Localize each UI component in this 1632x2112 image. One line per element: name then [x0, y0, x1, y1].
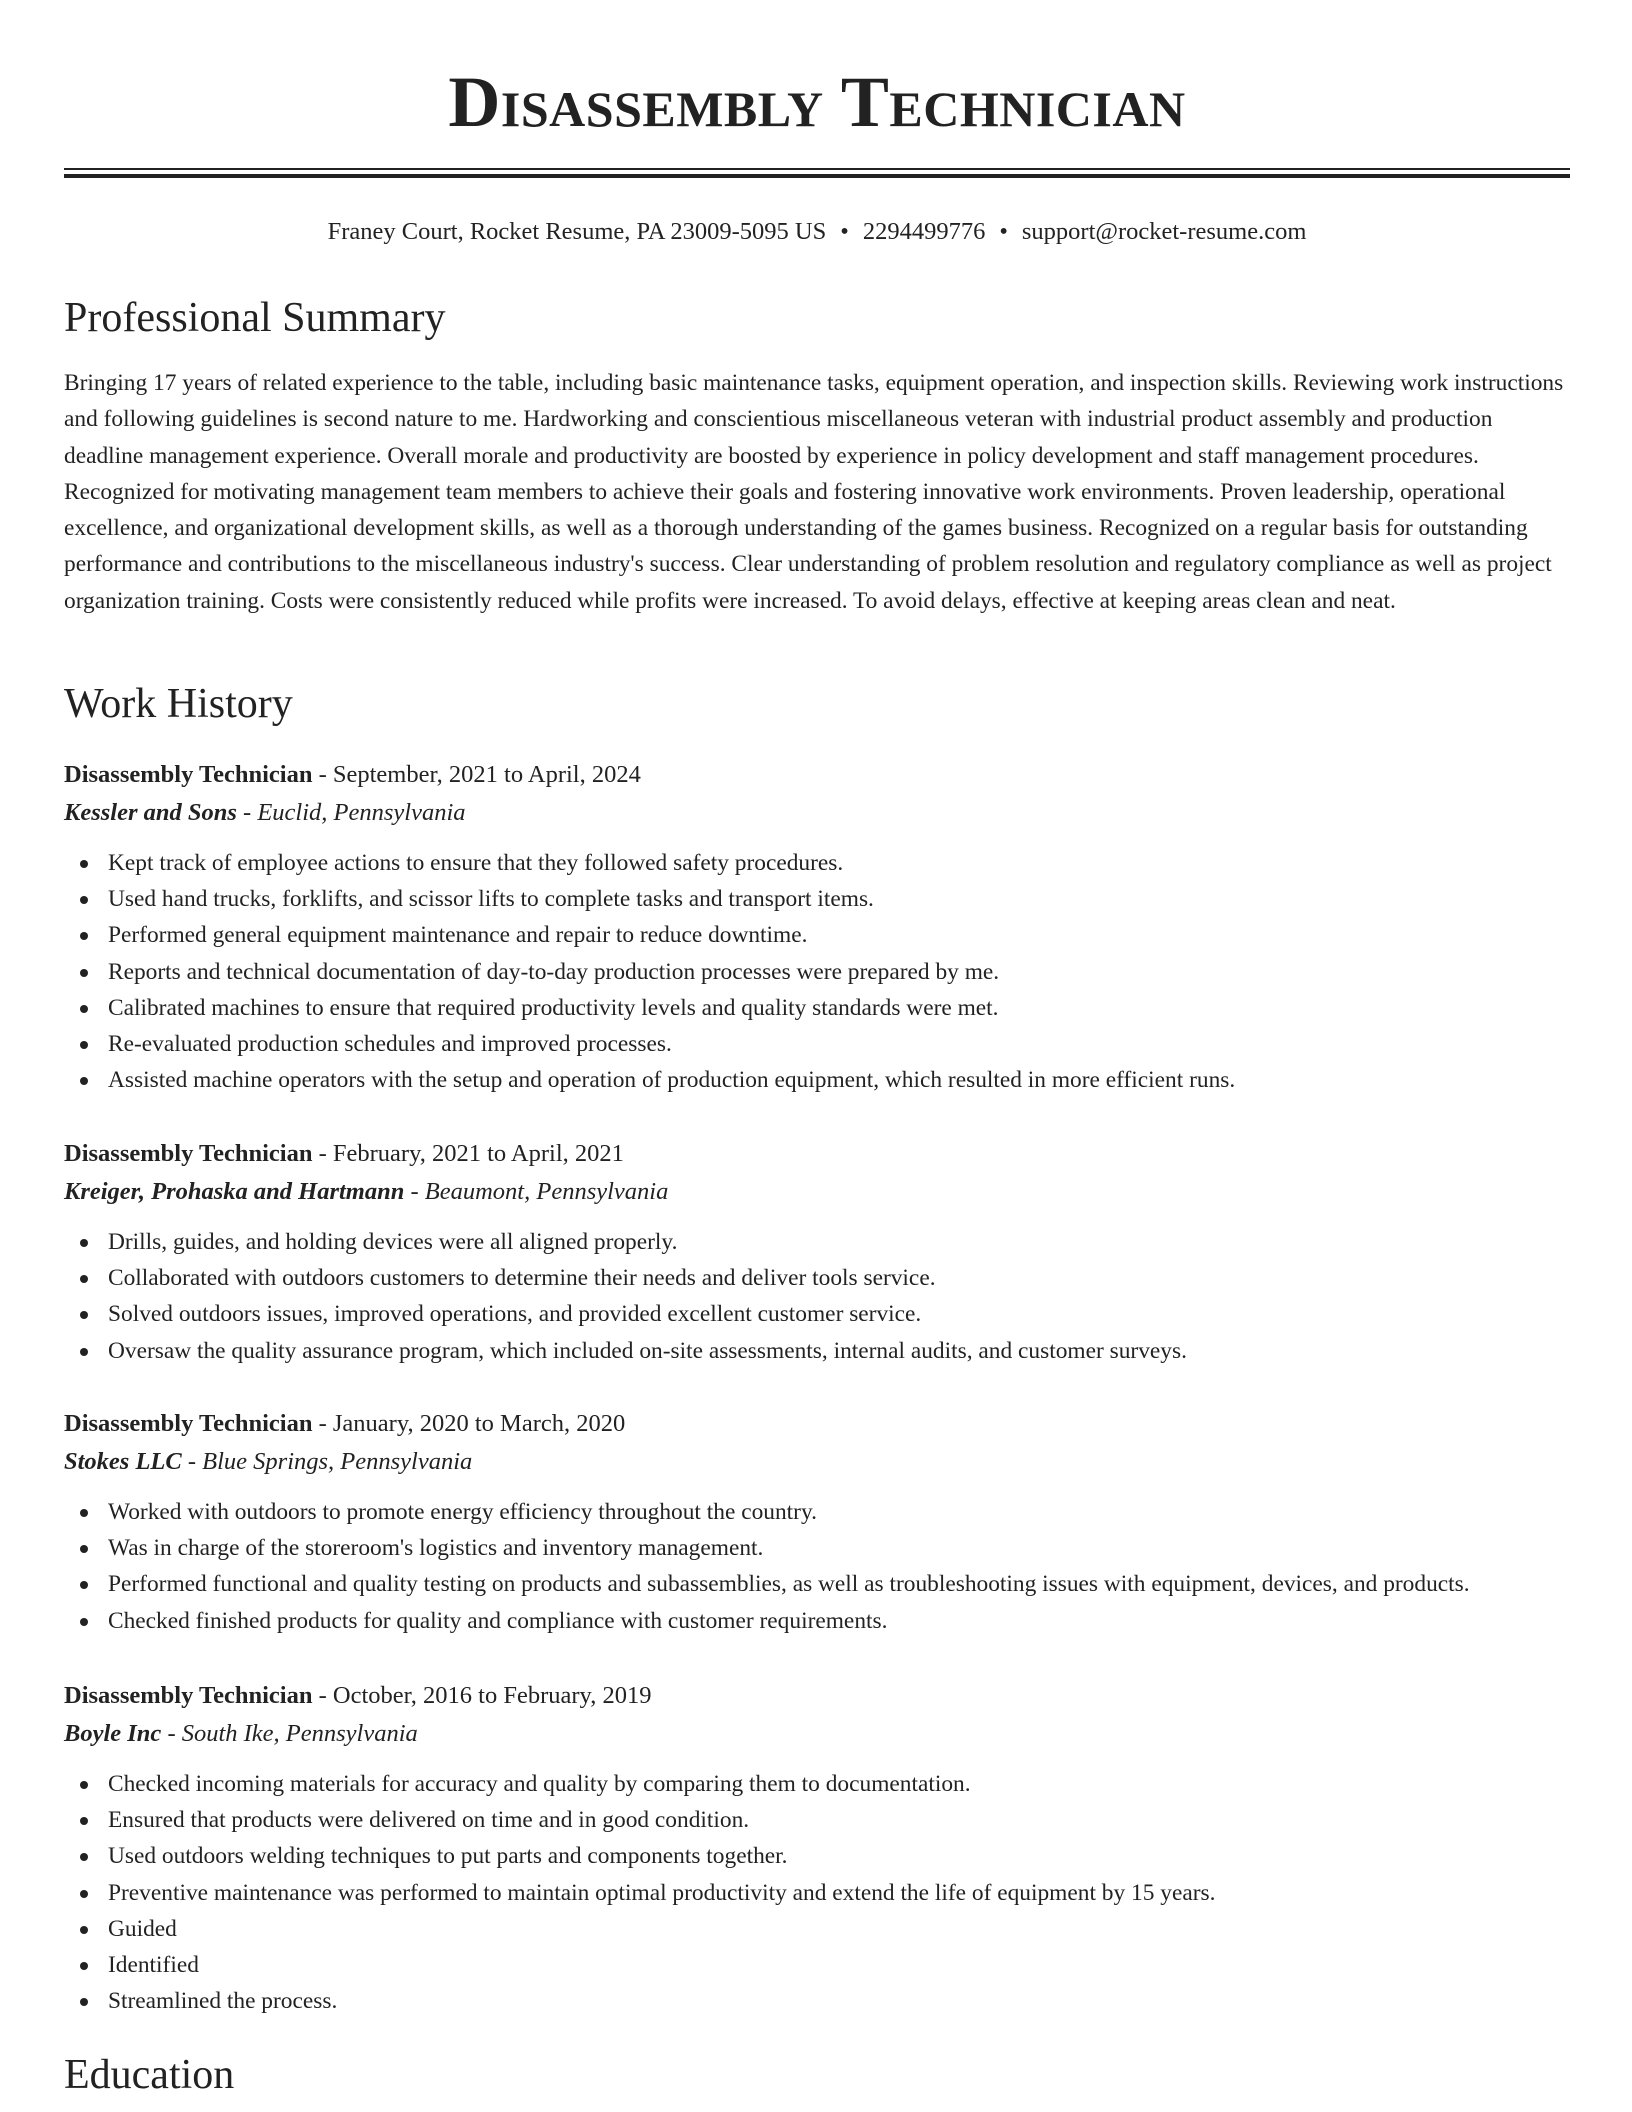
job-bullet-text: Checked finished products for quality and compliance with customer requirements. — [108, 1607, 888, 1634]
job-bullet — [64, 954, 1570, 990]
bullet-dot — [80, 1348, 88, 1356]
job-bullet — [64, 990, 1570, 1026]
bullet-dot — [80, 1311, 88, 1319]
job-bullet-text: Reports and technical documentation of day-to-day production processes were prepared by me. — [108, 958, 1000, 985]
bullet-dot — [80, 1817, 88, 1825]
work-history-heading: Work History — [64, 681, 293, 727]
bullet-dot — [80, 1005, 88, 1013]
job-bullet-list — [64, 1224, 1570, 1369]
bullet-dot — [80, 969, 88, 977]
job-bullet — [64, 1224, 1570, 1260]
job-bullet-text: Identified — [108, 1951, 199, 1978]
job-bullet — [64, 1062, 1570, 1098]
job-title-line — [64, 1136, 1570, 1174]
job-bullet-text: Re-evaluated production schedules and improved processes. — [108, 1030, 672, 1057]
job-bullet — [64, 1026, 1570, 1062]
job-company-line — [64, 1174, 1570, 1210]
job-bullet-text: Guided — [108, 1915, 177, 1942]
job-title-line — [64, 1678, 1570, 1716]
bullet-dot — [80, 1853, 88, 1861]
job-dates: - September, 2021 to April, 2024 — [312, 761, 641, 788]
job-bullet — [64, 1766, 1570, 1802]
job-bullet-text: Performed functional and quality testing on products and subassemblies, as well as troubleshooting issues with equipment, devices, and products. — [108, 1571, 1470, 1598]
job-bullet-text: Preventive maintenance was performed to maintain optimal productivity and extend the life of equipment by 15 years. — [108, 1879, 1216, 1906]
job-bullet — [64, 1494, 1570, 1530]
job-location: - Blue Springs, Pennsylvania — [181, 1448, 473, 1475]
job-bullet — [64, 1296, 1570, 1332]
bullet-dot — [80, 896, 88, 904]
bullet-dot — [80, 1041, 88, 1049]
job-bullet-list — [64, 1766, 1570, 2019]
bullet-dot — [80, 1275, 88, 1283]
job-company-line — [64, 1444, 1570, 1480]
title-divider-thin — [64, 168, 1570, 170]
job-bullet-text: Used outdoors welding techniques to put parts and components together. — [108, 1843, 788, 1870]
bullet-dot — [80, 1618, 88, 1626]
job-title-line — [64, 1406, 1570, 1444]
job-bullet-text: Assisted machine operators with the setup and operation of production equipment, which resulted in more efficient runs. — [108, 1067, 1236, 1094]
job-bullet-list — [64, 1494, 1570, 1639]
job-bullet-text: Was in charge of the storeroom's logistics and inventory management. — [108, 1535, 764, 1562]
job-title-line — [64, 757, 1570, 795]
bullet-dot — [80, 1926, 88, 1934]
job-company: Kessler and Sons — [64, 799, 237, 826]
job-bullet-text: Streamlined the process. — [108, 1988, 338, 2015]
bullet-dot — [80, 932, 88, 940]
job-dates: - February, 2021 to April, 2021 — [312, 1140, 624, 1167]
job-bullet — [64, 1875, 1570, 1911]
job-bullet-text: Kept track of employee actions to ensure that they followed safety procedures. — [108, 850, 844, 876]
job-location: - Euclid, Pennsylvania — [236, 799, 466, 826]
job-bullet-text: Drills, guides, and holding devices were all aligned properly. — [108, 1229, 678, 1255]
job-location: - Beaumont, Pennsylvania — [404, 1178, 669, 1205]
job-bullet-text: Checked incoming materials for accuracy and quality by comparing them to documentation. — [108, 1771, 971, 1797]
bullet-dot — [80, 1545, 88, 1553]
summary-heading: Professional Summary — [64, 295, 446, 341]
job-location: - South Ike, Pennsylvania — [161, 1720, 418, 1747]
contact-phone: 2294499776 — [862, 218, 986, 245]
job-role: Disassembly Technician — [64, 1682, 313, 1709]
job-bullet-text: Ensured that products were delivered on time and in good condition. — [108, 1807, 750, 1834]
job-company-line — [64, 1716, 1570, 1752]
summary-text: Bringing 17 years of related experience to the table, including basic maintenance tasks, equipment operation, and inspection skills. Reviewing work instructions and following guidelines is second nature to me. Hardworking and conscientious miscellaneous veteran with industrial product assembly and production deadline management experience. Overall morale and productivity are boosted by experience in policy development and staff management procedures. Recognized for motivating management team members to achieve their goals and fostering innovative work environments. Proven leadership, operational excellence, and organizational development skills, as well as a thorough understanding of the games business. Recognized on a regular basis for outstanding performance and contributions to the miscellaneous industry's success. Clear understanding of problem resolution and regulatory compliance as well as project organization training. Costs were consistently reduced while profits were increased. To avoid delays, effective at keeping areas clean and neat. — [64, 370, 1564, 614]
job-bullet — [64, 1603, 1570, 1639]
job-role: Disassembly Technician — [64, 1140, 313, 1167]
job-entry — [64, 1406, 1570, 1639]
job-dates: - October, 2016 to February, 2019 — [312, 1682, 652, 1709]
job-bullet — [64, 1838, 1570, 1874]
job-bullet — [64, 1947, 1570, 1983]
bullet-dot — [80, 1581, 88, 1589]
job-bullet-text: Collaborated with outdoors customers to determine their needs and deliver tools service. — [108, 1265, 936, 1292]
bullet-dot — [80, 1077, 88, 1085]
job-bullet — [64, 1983, 1570, 2019]
bullet-dot — [80, 1239, 88, 1247]
bullet-dot — [80, 1998, 88, 2006]
title-divider-thick — [64, 174, 1570, 178]
job-entry — [64, 1136, 1570, 1369]
job-bullet-text: Used hand trucks, forklifts, and scissor lifts to complete tasks and transport items. — [108, 886, 874, 913]
bullet-dot — [80, 1962, 88, 1970]
job-bullet — [64, 1530, 1570, 1566]
bullet-dot — [80, 1781, 88, 1789]
contact-email: support@rocket-resume.com — [1021, 218, 1307, 245]
job-dates: - January, 2020 to March, 2020 — [312, 1410, 626, 1437]
job-bullet-text: Performed general equipment maintenance and repair to reduce downtime. — [108, 922, 808, 949]
contact-separator: • — [999, 218, 1008, 245]
contact-separator: • — [840, 218, 849, 245]
job-bullet — [64, 1802, 1570, 1838]
job-bullet-text: Calibrated machines to ensure that required productivity levels and quality standards were met. — [108, 994, 999, 1021]
job-bullet — [64, 845, 1570, 881]
bullet-dot — [80, 1890, 88, 1898]
job-bullet — [64, 1566, 1570, 1602]
job-entry — [64, 757, 1570, 1098]
bullet-dot — [80, 860, 88, 868]
job-bullet — [64, 1911, 1570, 1947]
job-role: Disassembly Technician — [64, 761, 313, 788]
bullet-dot — [80, 1509, 88, 1517]
job-company: Kreiger, Prohaska and Hartmann — [64, 1178, 405, 1205]
job-company: Boyle Inc — [64, 1720, 162, 1747]
education-heading: Education — [64, 2052, 235, 2098]
contact-line — [64, 215, 1570, 249]
job-bullet-text: Solved outdoors issues, improved operations, and provided excellent customer service. — [108, 1301, 922, 1328]
job-bullet-text: Oversaw the quality assurance program, which included on-site assessments, internal audits, and customer surveys. — [108, 1337, 1187, 1364]
contact-address: Franey Court, Rocket Resume, PA 23009-5095 US — [327, 218, 827, 245]
job-role: Disassembly Technician — [64, 1410, 313, 1437]
job-bullet-text: Worked with outdoors to promote energy efficiency throughout the country. — [108, 1499, 817, 1525]
job-bullet-list — [64, 845, 1570, 1098]
job-bullet — [64, 917, 1570, 953]
job-bullet — [64, 1333, 1570, 1369]
resume-title: Disassembly Technician — [448, 62, 1186, 142]
job-company: Stokes LLC — [64, 1448, 182, 1475]
job-bullet — [64, 1260, 1570, 1296]
job-bullet — [64, 881, 1570, 917]
job-entry — [64, 1678, 1570, 2019]
job-company-line — [64, 795, 1570, 831]
